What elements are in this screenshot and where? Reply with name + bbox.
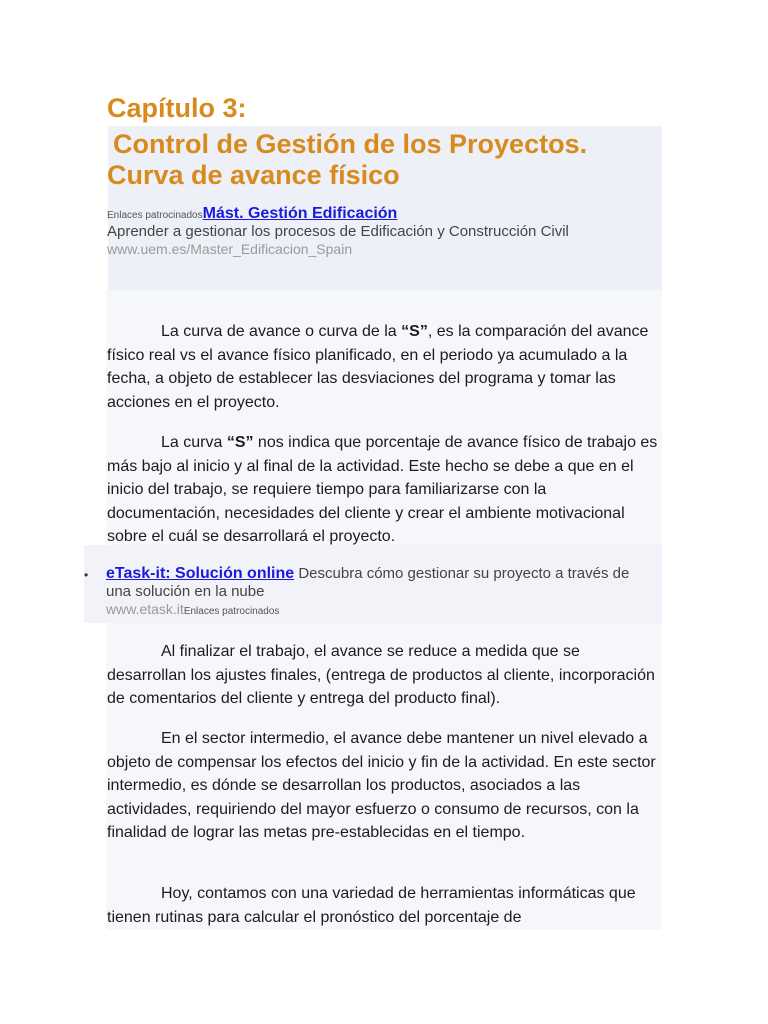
ad-link[interactable]: Mást. Gestión Edificación — [202, 205, 398, 222]
paragraph-1: La curva de avance o curva de la “S”, es la comparación del avance físico real vs el avance físico planificado, en el periodo ya acumulado a la fecha, a objeto de establecer las desviaciones del programa y tomar las acciones en el proyecto. — [107, 323, 649, 411]
sponsored-ad-1 — [107, 205, 667, 258]
title-line-2: Curva de avance físico — [107, 160, 400, 190]
bullet-icon: • — [84, 568, 89, 582]
paragraph-4: En el sector intermedio, el avance debe mantener un nivel elevado a objeto de compensar los efectos del inicio y fin de la actividad. En este sector intermedio, es dónde se desarrollan los productos, asociados a las actividades, requiriendo del mayor esfuerzo o consumo de recursos, con la finalidad de lograr las metas pre-establecidas en el tiempo. — [107, 730, 656, 841]
page-title — [107, 129, 667, 191]
sponsored-label: Enlaces patrocinados — [107, 210, 203, 221]
ad-description: Descubra cómo gestionar su proyecto a través de una solución en la nube — [106, 565, 630, 600]
ad-url[interactable]: www.etask.it — [106, 601, 184, 617]
sponsored-label: Enlaces patrocinados — [183, 606, 280, 617]
ad-url[interactable]: www.uem.es/Master_Edificacion_Spain — [107, 241, 353, 257]
paragraph-3: Al finalizar el trabajo, el avance se reduce a medida que se desarrollan los ajustes finales, (entrega de productos al cliente, incorporación de comentarios del cliente y entrega del producto final). — [107, 643, 655, 707]
paragraph-5: Hoy, contamos con una variedad de herramientas informáticas que tienen rutinas para calcular el pronóstico del porcentaje de — [107, 885, 636, 926]
ad-link[interactable]: eTask-it: Solución online — [106, 565, 295, 582]
sponsored-ad-2 — [84, 565, 664, 619]
title-line-1: Control de Gestión de los Proyectos. — [113, 129, 588, 159]
chapter-heading: Capítulo 3: — [107, 93, 247, 123]
paragraph-2: La curva “S” nos indica que porcentaje de avance físico de trabajo es más bajo al inicio y al final de la actividad. Este hecho se debe a que en el inicio del trabajo, se requiere tiempo para familiarizarse con la documentación, necesidades del cliente y crear el ambiente motivacional sobre el cuál se desarrollará el proyecto. — [107, 434, 658, 545]
ad-description: Aprender a gestionar los procesos de Edificación y Construcción Civil — [107, 223, 569, 240]
